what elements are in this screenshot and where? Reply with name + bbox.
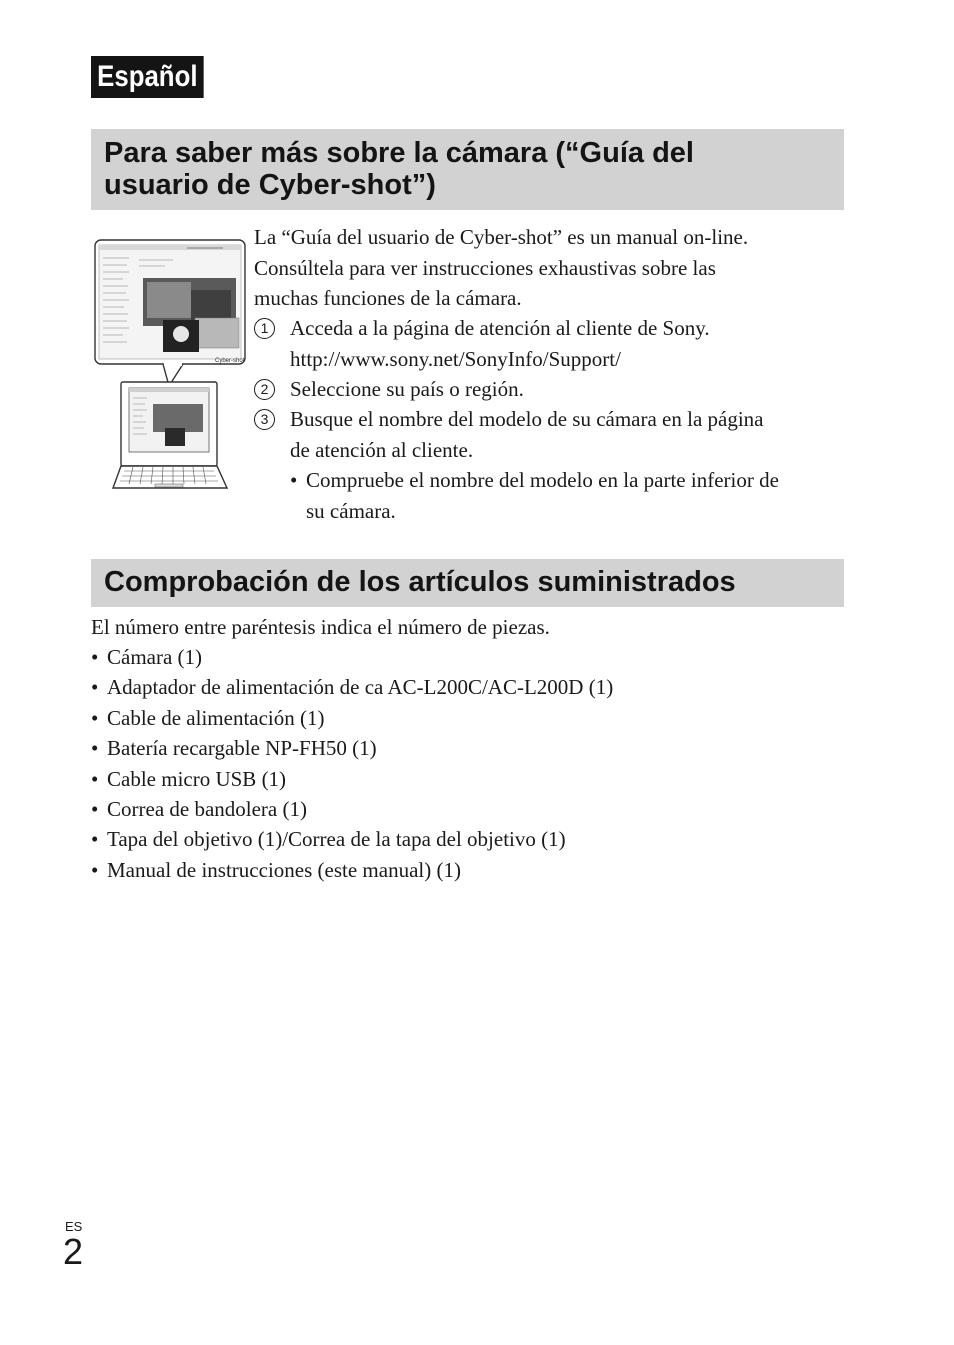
supplied-items-intro: El número entre paréntesis indica el número de piezas. (91, 615, 550, 639)
laptop-user-guide-illustration (93, 238, 249, 494)
user-guide-intro (254, 222, 854, 314)
intro-line: La “Guía del usuario de Cyber-shot” es un manual on-line. (254, 225, 749, 249)
step-text: Acceda a la página de atención al cliente de Sony. (290, 316, 710, 340)
step-number-circle: 3 (254, 409, 275, 430)
section-title-line: usuario de Cyber-shot”) (104, 169, 436, 201)
support-url-link[interactable]: http://www.sony.net/SonyInfo/Support/ (290, 346, 621, 371)
section-title-supplied-items: Comprobación de los artículos suministrados (91, 559, 844, 607)
language-tab: Español (91, 56, 204, 98)
intro-line: muchas funciones de la cámara. (254, 286, 522, 310)
step-number-circle: 1 (254, 318, 275, 339)
intro-line: Consúltela para ver instrucciones exhaustivas sobre las (254, 255, 716, 280)
list-item: • Tapa del objetivo (1)/Correa de la tapa del objetivo (1) (91, 824, 613, 854)
step-text: Busque el nombre del modelo de su cámara en la página (290, 407, 764, 431)
list-item: • Cable micro USB (1) (91, 764, 613, 794)
step-text: Seleccione su país o región. (290, 377, 524, 401)
supplied-items-list (91, 642, 613, 885)
list-item: • Manual de instrucciones (este manual) (1) (91, 855, 613, 885)
list-item: • Batería recargable NP-FH50 (1) (91, 733, 613, 763)
step-3 (254, 404, 854, 465)
step-number-circle: 2 (254, 379, 275, 400)
section-title-user-guide (91, 129, 844, 210)
list-item: • Cámara (1) (91, 642, 613, 672)
list-item: • Correa de bandolera (1) (91, 794, 613, 824)
list-item: • Adaptador de alimentación de ca AC-L200C/AC-L200D (1) (91, 672, 613, 702)
note-line: Compruebe el nombre del modelo en la parte inferior de (306, 468, 779, 492)
note-line: su cámara. (306, 498, 396, 523)
cyber-shot-logo: Cyber-shot (215, 358, 245, 364)
model-name-note (290, 465, 850, 526)
page-number: 2 (63, 1231, 84, 1272)
step-1 (254, 313, 854, 374)
bullet-icon: • (290, 468, 298, 492)
section-title-line: Para saber más sobre la cámara (“Guía del (104, 137, 694, 169)
step-2 (254, 374, 854, 405)
page-language-code: ES (65, 1219, 83, 1234)
list-item: • Cable de alimentación (1) (91, 703, 613, 733)
step-text: de atención al cliente. (290, 437, 474, 462)
